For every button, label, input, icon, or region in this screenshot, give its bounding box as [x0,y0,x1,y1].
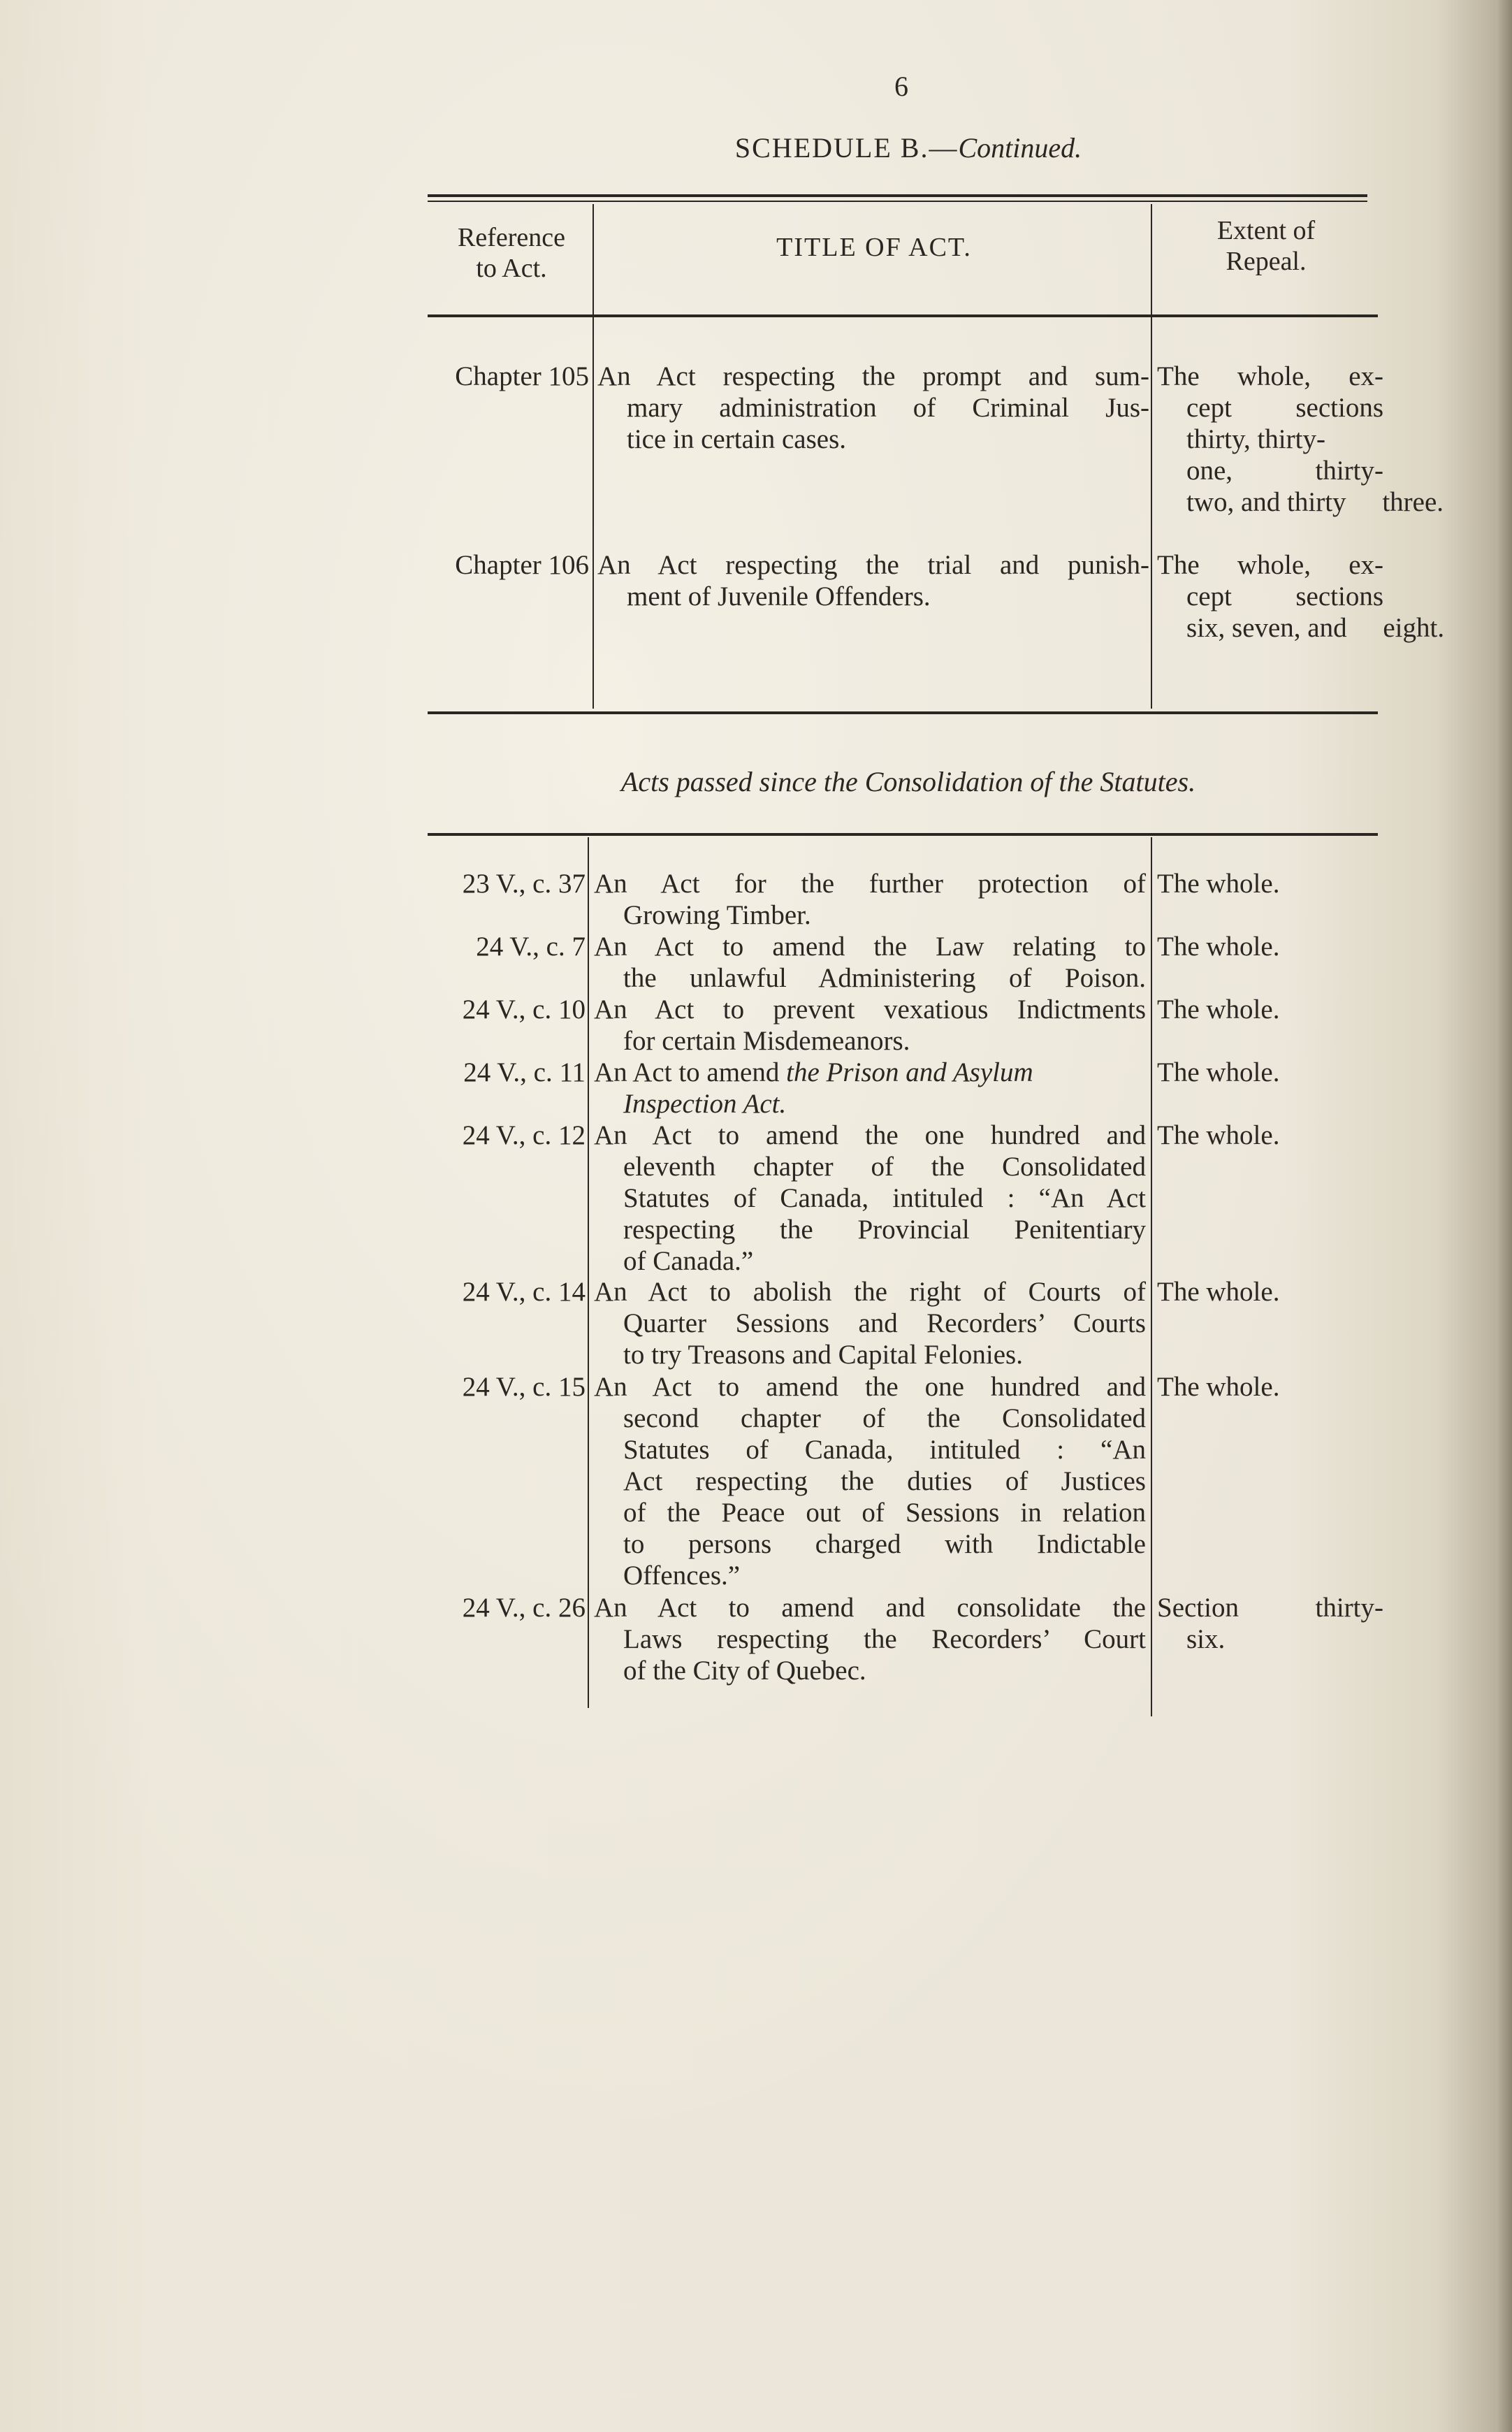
title-line: Growing Timber. [623,900,811,930]
title-line: Quarter Sessions and Recorders’ Courts [623,1308,1146,1338]
act-title [594,1592,1146,1686]
act-reference: 24 V., c. 14 [462,1277,586,1307]
acts-column-divider-1 [588,837,589,1708]
act-reference: 24 V., c. 10 [462,994,586,1025]
schedule-title [615,131,1202,164]
act-title [594,1120,1146,1277]
header-bottom-rule [428,314,1378,317]
extent-line: two, and thirty [1186,487,1346,517]
title-line: of the Peace out of Sessions in relation [623,1498,1146,1528]
header-extent-line-1: Extent of [1216,216,1316,245]
title-line: An Act to amend the one hundred and [594,1120,1146,1150]
act-reference: 24 V., c. 11 [463,1057,586,1087]
extent-line: cept sections [1186,581,1383,611]
chapter-105-extent [1157,361,1444,518]
title-line: An Act to prevent vexatious Indictments [594,994,1146,1025]
title-line: Laws respecting the Recorders’ Court [623,1624,1146,1654]
column-divider-1 [593,204,594,709]
title-line: respecting the Provincial Penitentiary [623,1215,1146,1245]
header-reference-line-2: to Act. [476,254,547,283]
chapter-table-bottom-rule [428,711,1378,714]
title-line: An Act to abolish the right of Courts of [594,1277,1146,1307]
act-extent [1157,1592,1383,1655]
title-line: An Act to amend the Law relating to [594,932,1146,962]
header-reference-line-1: Reference [458,223,565,252]
title-line: An Act to amend the one hundred and [594,1372,1146,1402]
extent-line: The whole, ex- [1157,550,1383,580]
title-line: to persons charged with Indictable [623,1529,1146,1559]
extent-line: six. [1186,1624,1226,1654]
extent-line: The whole, ex- [1157,361,1383,391]
act-extent: The whole. [1157,994,1280,1025]
title-line: An Act respecting the trial and punish- [597,550,1149,580]
title-line: to try Treasons and Capital Felonies. [623,1340,1023,1370]
act-extent: The whole. [1157,1120,1280,1150]
act-title [594,994,1146,1057]
title-line: Statutes of Canada, intituled : “An Act [623,1183,1146,1213]
act-title [594,1276,1146,1370]
title-line [594,1057,1146,1088]
column-divider-2 [1151,204,1152,709]
act-extent: The whole. [1157,932,1280,962]
title-line: Act respecting the duties of Justices [623,1466,1146,1496]
act-title [594,1057,1146,1120]
extent-line: thirty, thirty- [1186,424,1325,454]
extent-line: cept sections [1186,393,1383,423]
title-line: An Act respecting the prompt and sum- [597,361,1149,391]
chapter-106-reference: Chapter 106 [455,550,589,580]
act-extent: The whole. [1157,869,1280,899]
acts-column-divider-2 [1151,837,1152,1716]
title-line: An Act for the further protection of [594,869,1146,899]
header-title: TITLE OF ACT. [776,233,972,262]
chapter-105-title [597,361,1149,455]
page-number: 6 [894,71,908,102]
schedule-title-text: SCHEDULE B.— [734,132,959,164]
schedule-continued: Continued. [958,132,1082,164]
header-extent-line-2: Repeal. [1226,247,1307,276]
top-rule-thin [428,201,1367,202]
act-reference: 23 V., c. 37 [462,869,586,899]
chapter-106-extent [1157,549,1445,644]
section-heading: Acts passed since the Consolidation of the Statutes. [620,766,1196,797]
extent-line: six, seven, and [1186,613,1347,643]
act-reference: 24 V., c. 26 [462,1593,586,1623]
title-line: Offences.” [623,1561,741,1591]
title-line-plain: An Act to amend [594,1057,787,1087]
title-line: Inspection Act. [623,1089,787,1119]
act-extent: The whole. [1157,1057,1280,1087]
title-line-italic: the Prison and Asylum [786,1057,1033,1087]
act-title [594,868,1146,931]
extent-line: eight. [1383,613,1445,643]
title-line: of Canada.” [623,1246,754,1276]
chapter-105-reference: Chapter 105 [455,361,589,391]
title-line: tice in certain cases. [627,424,846,454]
act-reference: 24 V., c. 15 [462,1372,586,1402]
act-extent: The whole. [1157,1277,1280,1307]
title-line: mary administration of Criminal Jus- [627,393,1149,423]
act-title [594,1371,1146,1591]
title-line: Statutes of Canada, intituled : “An [623,1435,1146,1465]
title-line: second chapter of the Consolidated [623,1403,1146,1433]
extent-line: one, thirty- [1186,456,1383,486]
title-line: ment of Juvenile Offenders. [627,581,931,611]
extent-line: three. [1382,487,1444,517]
header-reference [428,222,595,284]
title-line: the unlawful Administering of Poison. [623,963,1146,993]
top-rule-thick [428,194,1367,197]
act-title [594,931,1146,994]
chapter-106-title [597,549,1149,612]
act-reference: 24 V., c. 7 [476,932,586,962]
act-extent: The whole. [1157,1372,1280,1402]
acts-table-top-rule [428,833,1378,836]
act-reference: 24 V., c. 12 [462,1120,586,1150]
extent-line: Section thirty- [1157,1593,1383,1623]
title-line: for certain Misdemeanors. [623,1026,910,1056]
header-extent [1154,215,1378,277]
title-line: eleventh chapter of the Consolidated [623,1152,1146,1182]
title-line: of the City of Quebec. [623,1656,866,1686]
title-line: An Act to amend and consolidate the [594,1593,1146,1623]
